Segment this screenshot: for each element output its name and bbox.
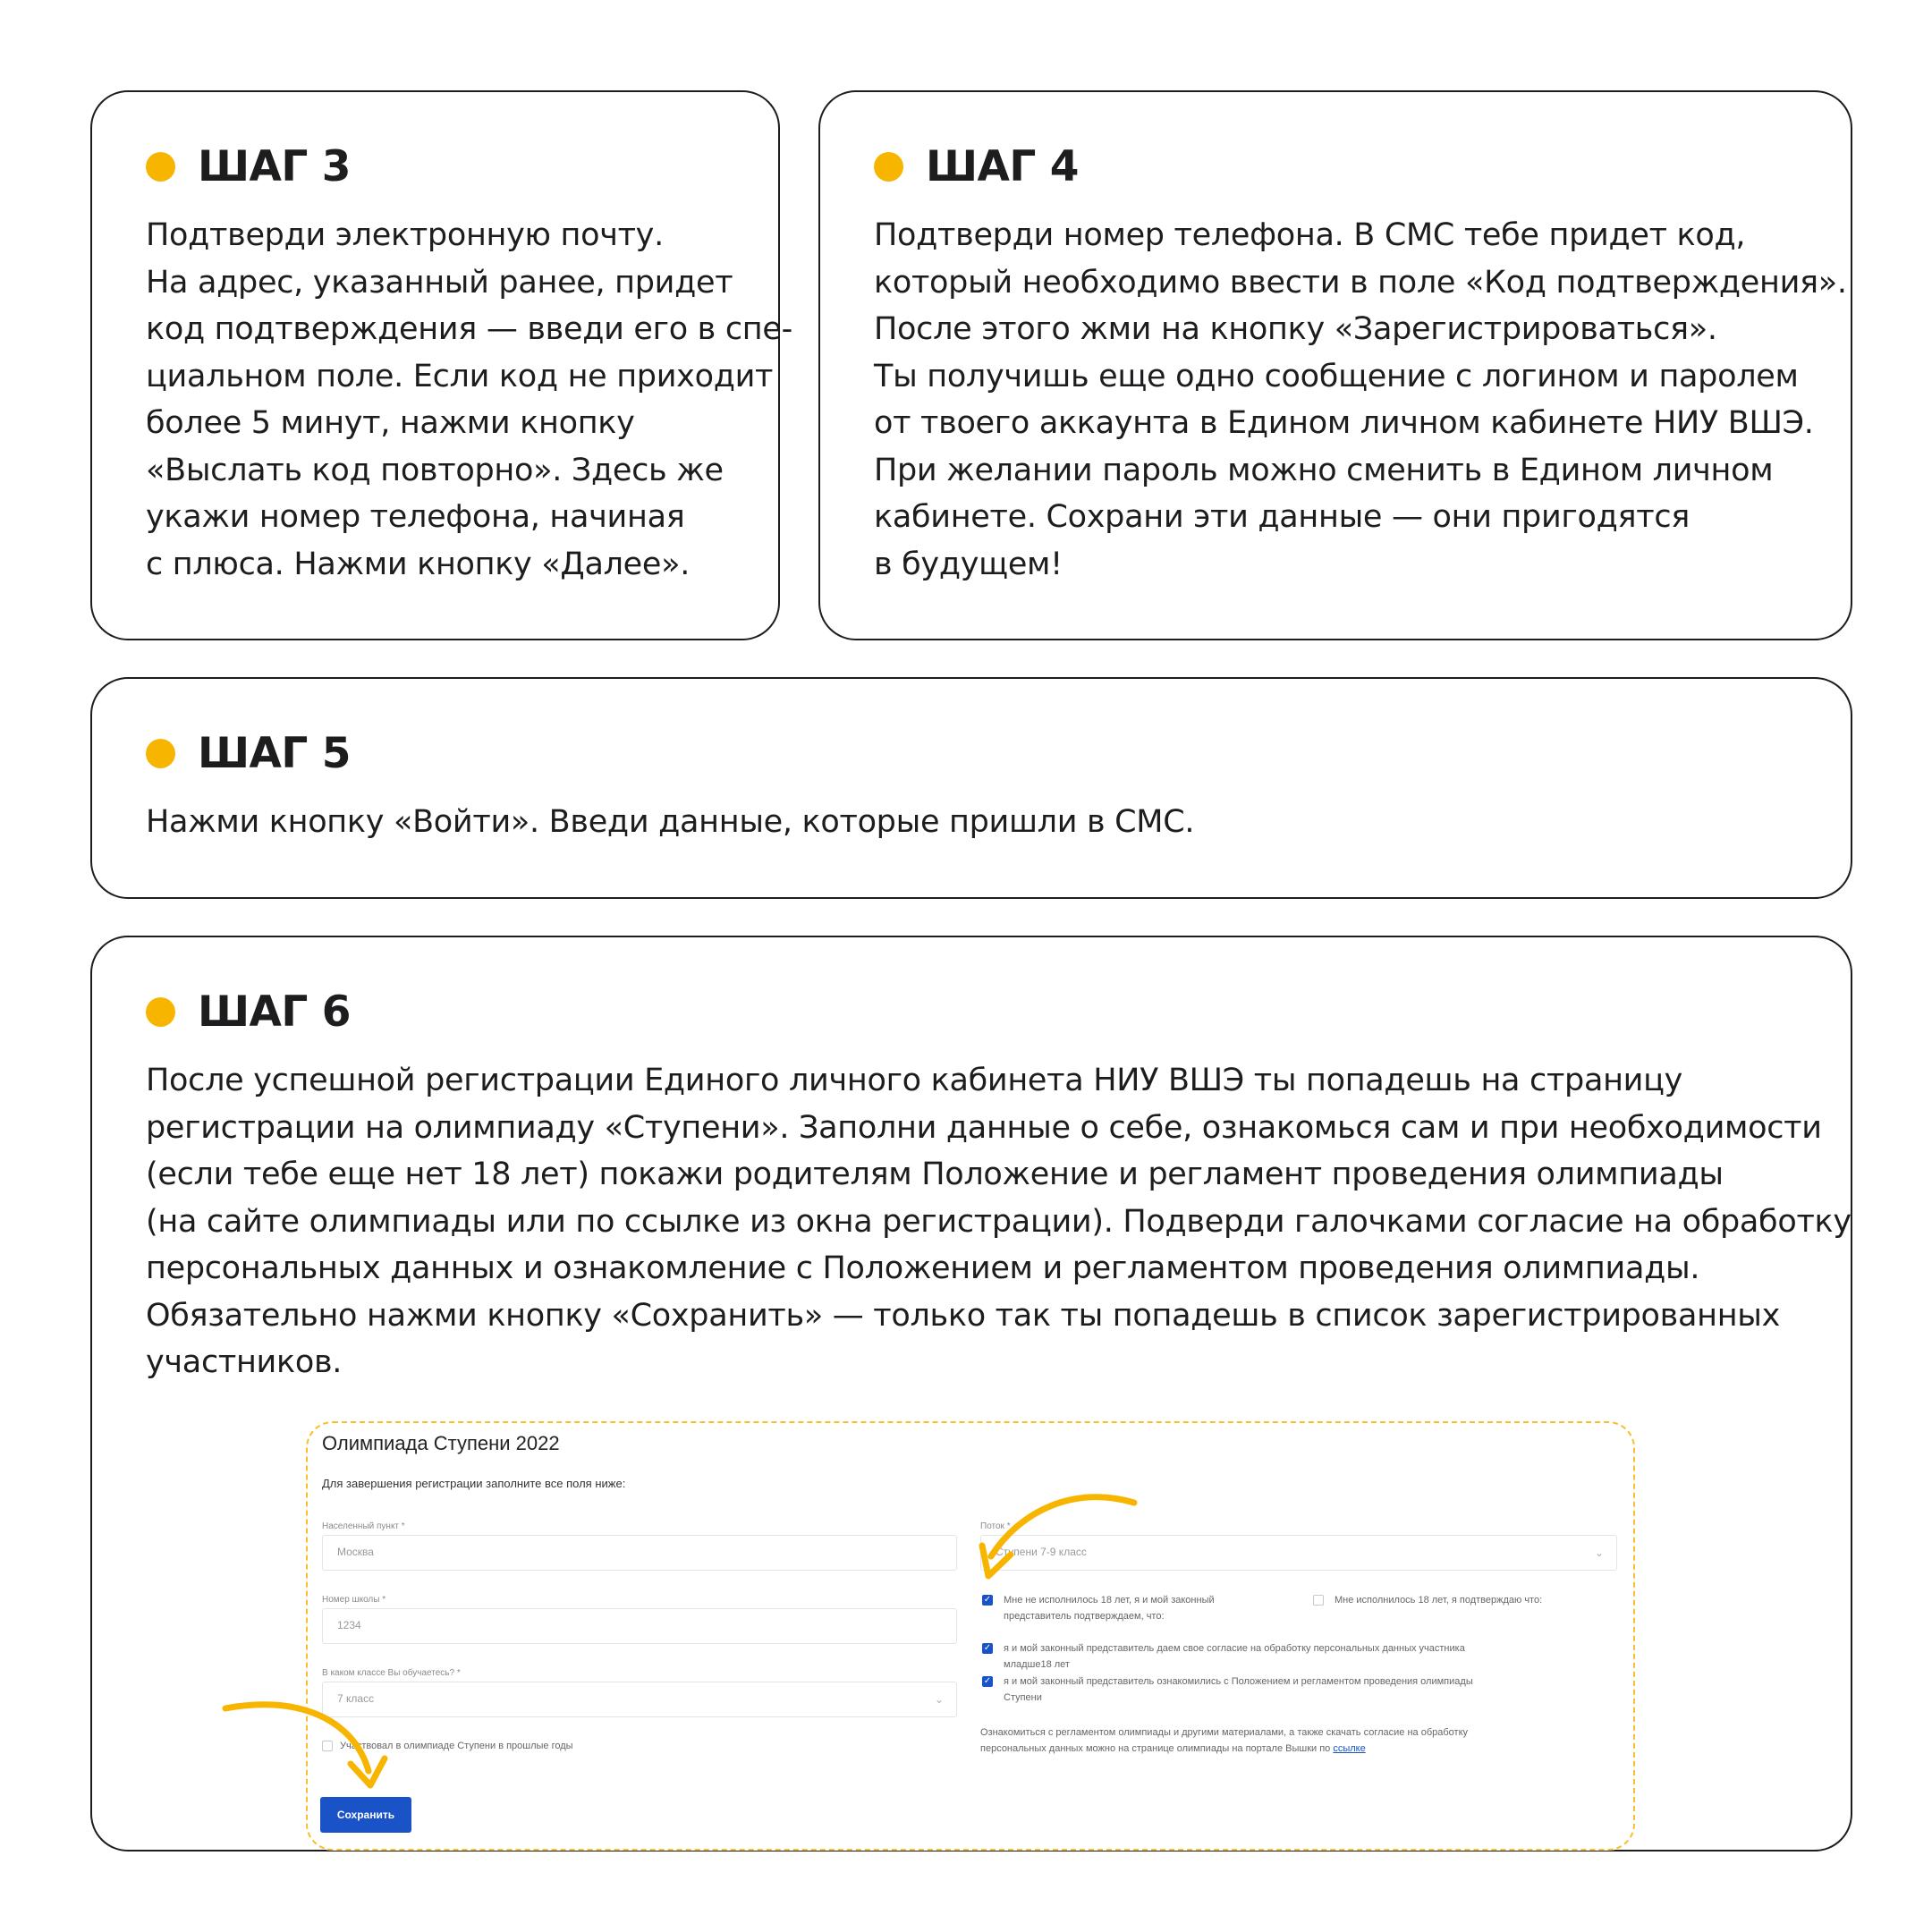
text-line: в будущем! xyxy=(874,546,1063,582)
step6-text xyxy=(146,1057,1852,1386)
participated-label: Участвовал в олимпиаде Ступени в прошлые годы xyxy=(340,1741,573,1751)
text-line: Обязательно нажми кнопку «Сохранить» — только так ты попадешь в список зарегистрированных xyxy=(146,1297,1781,1334)
over18-checkbox[interactable] xyxy=(1313,1595,1324,1606)
step3-title: ШАГ 3 xyxy=(198,142,351,191)
grade-select[interactable] xyxy=(322,1682,957,1717)
stream-select-value: Ступени 7-9 класс xyxy=(996,1546,1087,1558)
step6-header xyxy=(146,987,351,1037)
step5-title: ШАГ 5 xyxy=(198,729,351,778)
rules-link[interactable]: ссылке xyxy=(1333,1743,1366,1754)
step3-text xyxy=(146,212,792,588)
grade-select-value: 7 класс xyxy=(337,1692,375,1705)
info-line xyxy=(980,1741,1468,1757)
text-line: с плюса. Нажми кнопку «Далее». xyxy=(146,546,691,582)
consent-checkbox[interactable]: ✓ xyxy=(983,1643,992,1653)
text-line: который необходимо ввести в поле «Код подтверждения». xyxy=(874,264,1847,301)
step4-card xyxy=(818,90,1852,640)
text-line: циальном поле. Если код не приходит xyxy=(146,358,774,394)
text-line: персональных данных и ознакомление с Положением и регламентом проведения олимпиады. xyxy=(146,1250,1700,1286)
rules-line: я и мой законный представитель ознакомились с Положением и регламентом проведения олимпиады xyxy=(1004,1676,1473,1687)
under18-label xyxy=(1004,1592,1215,1624)
rules-line: Ступени xyxy=(1004,1692,1042,1703)
text-line: более 5 минут, нажми кнопку xyxy=(146,405,635,441)
step5-header xyxy=(146,729,351,778)
chevron-down-icon: ⌄ xyxy=(1594,1546,1604,1559)
step3-card xyxy=(90,90,792,640)
chevron-down-icon: ⌄ xyxy=(934,1693,944,1706)
text-line: После успешной регистрации Единого личного кабинета НИУ ВШЭ ты попадешь на страницу xyxy=(146,1063,1683,1098)
text-line: На адрес, указанный ранее, придет xyxy=(146,264,733,301)
text-line: код подтверждения — введи его в спе- xyxy=(146,311,792,347)
text-line: от твоего аккаунта в Едином личном кабинете НИУ ВШЭ. xyxy=(874,405,1814,441)
text-line: Подтверди электронную почту. xyxy=(146,217,664,253)
participated-checkbox[interactable] xyxy=(322,1741,333,1751)
consent-line: я и мой законный представитель даем свое согласие на обработку персональных данных участника xyxy=(1004,1643,1465,1654)
step4-text xyxy=(874,212,1847,588)
text-line: укажи номер телефона, начиная xyxy=(146,499,685,535)
step4-title: ШАГ 4 xyxy=(926,142,1079,191)
text-line: участников. xyxy=(146,1344,343,1380)
consent-label xyxy=(1004,1640,1465,1673)
stream-select[interactable] xyxy=(980,1535,1617,1571)
save-button[interactable]: Сохранить xyxy=(320,1797,411,1833)
info-line: Ознакомиться с регламентом олимпиады и другими материалами, а также скачать согласие на обработку xyxy=(980,1727,1469,1738)
over18-label: Мне исполнилось 18 лет, я подтверждаю что: xyxy=(1335,1595,1543,1606)
rules-checkbox[interactable]: ✓ xyxy=(983,1676,992,1686)
text-line: Подтверди номер телефона. В СМС тебе придет код, xyxy=(874,217,1746,253)
under18-checkbox[interactable]: ✓ xyxy=(983,1595,992,1605)
step5-text xyxy=(146,799,1815,846)
rules-label xyxy=(1004,1674,1473,1706)
text-line: «Выслать код повторно». Здесь же xyxy=(146,452,724,488)
registration-form-screenshot xyxy=(306,1421,1635,1851)
grade-label: В каком классе Вы обучаетесь? * xyxy=(322,1668,461,1678)
city-input[interactable]: Москва xyxy=(322,1535,957,1571)
info-text xyxy=(980,1724,1468,1757)
form-title: Олимпиада Ступени 2022 xyxy=(322,1432,560,1454)
yellow-dot-icon xyxy=(874,152,903,182)
step6-title: ШАГ 6 xyxy=(198,987,351,1037)
school-label: Номер школы * xyxy=(322,1595,386,1605)
stream-label: Поток * xyxy=(980,1521,1011,1531)
yellow-dot-icon xyxy=(146,152,175,182)
text-line: кабинете. Сохрани эти данные — они пригодятся xyxy=(874,499,1690,535)
under18-line: Мне не исполнилось 18 лет, я и мой законный xyxy=(1004,1595,1215,1606)
step5-card xyxy=(90,677,1852,899)
under18-line: представитель подтверждаем, что: xyxy=(1004,1611,1165,1622)
city-label: Населенный пункт * xyxy=(322,1521,405,1531)
school-input[interactable]: 1234 xyxy=(322,1608,957,1644)
arrow-to-save-icon xyxy=(0,0,1,1)
info-line-text: персональных данных можно на странице олимпиады на портале Вышки по xyxy=(980,1743,1331,1754)
yellow-dot-icon xyxy=(146,739,175,768)
yellow-dot-icon xyxy=(146,997,175,1027)
form-subtitle: Для завершения регистрации заполните все поля ниже: xyxy=(322,1477,626,1490)
text-line: Ты получишь еще одно сообщение с логином и паролем xyxy=(874,358,1799,394)
text-line: регистрации на олимпиаду «Ступени». Заполни данные о себе, ознакомься сам и при необходимости xyxy=(146,1109,1822,1146)
text-line: (если тебе еще нет 18 лет) покажи родителям Положение и регламент проведения олимпиады xyxy=(146,1157,1724,1192)
text-line: При желании пароль можно сменить в Едином личном xyxy=(874,452,1774,488)
text-line: Нажми кнопку «Войти». Введи данные, которые пришли в СМС. xyxy=(146,804,1195,840)
step4-header xyxy=(874,142,1079,191)
step3-header xyxy=(146,142,351,191)
consent-line: младше18 лет xyxy=(1004,1659,1070,1670)
text-line: После этого жми на кнопку «Зарегистрироваться». xyxy=(874,311,1717,347)
text-line: (на сайте олимпиады или по ссылке из окна регистрации). Подверди галочками согласие на обработку xyxy=(146,1203,1852,1240)
